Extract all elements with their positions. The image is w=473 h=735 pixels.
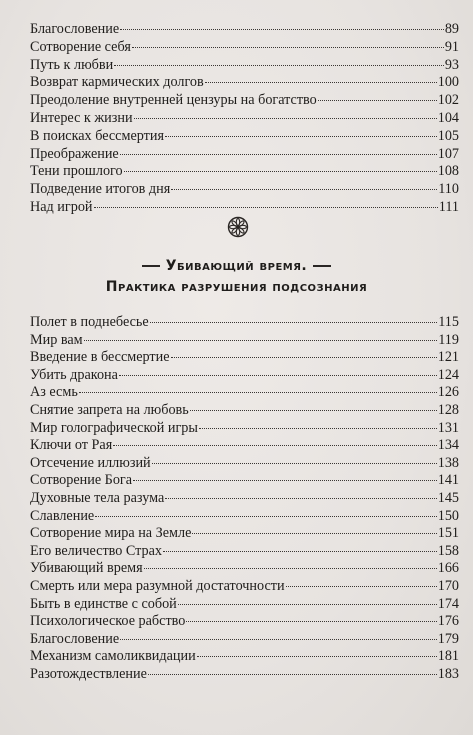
toc-entry	[30, 613, 459, 631]
toc-entry-page: 111	[438, 198, 459, 215]
left-rule	[142, 265, 160, 267]
dot-leader	[178, 604, 437, 605]
dot-leader	[113, 445, 436, 446]
toc-entry-title: Сотворение Бога	[30, 472, 133, 489]
toc-entry-page: 166	[437, 560, 459, 577]
toc-entry	[30, 543, 459, 561]
toc-entry-title: Подведение итогов дня	[30, 181, 171, 198]
toc-entry-page: 89	[444, 21, 459, 37]
dot-leader	[120, 154, 437, 155]
toc-entry-page: 128	[437, 401, 459, 418]
toc-entry	[30, 57, 459, 75]
toc-entry-title: Благословение	[30, 630, 120, 647]
dot-leader	[318, 100, 437, 101]
toc-entry-title: Духовные тела разума	[30, 489, 165, 506]
toc-entry-page: 131	[437, 419, 459, 436]
toc-entry-page: 179	[437, 630, 459, 647]
toc-entry-title: Быть в единстве с собой	[30, 595, 177, 612]
toc-entry	[30, 508, 459, 526]
dot-leader	[163, 551, 437, 552]
toc-entry	[30, 21, 459, 39]
flower-ornament-icon	[227, 216, 249, 238]
toc-entry-title: Славление	[30, 507, 95, 524]
toc-entry	[30, 163, 459, 181]
toc-entry-title: Убивающий время	[30, 560, 143, 577]
toc-entry-title: Введение в бессмертие	[30, 349, 170, 366]
toc-entry	[30, 596, 459, 614]
toc-entry	[30, 128, 459, 146]
toc-entry-page: 108	[437, 163, 459, 180]
toc-entry	[30, 455, 459, 473]
toc-entry	[30, 181, 459, 199]
toc-entry-page: 170	[437, 577, 459, 594]
toc-entry-title: Сотворение себя	[30, 38, 131, 55]
toc-entry	[30, 314, 459, 332]
toc-entry-title: Мир голографической игры	[30, 419, 198, 436]
toc-entry	[30, 332, 459, 350]
dot-leader	[150, 322, 438, 323]
toc-entry-title: Благословение	[30, 21, 120, 37]
dot-leader	[165, 136, 437, 137]
dot-leader	[171, 189, 437, 190]
toc-entry-page: 158	[437, 542, 459, 559]
toc-entry-page: 124	[437, 366, 459, 383]
toc-entry-page: 138	[437, 454, 459, 471]
toc-entry-page: 105	[437, 127, 459, 144]
toc-entry	[30, 402, 459, 420]
dot-leader	[124, 171, 437, 172]
dot-leader	[133, 480, 437, 481]
toc-entry	[30, 490, 459, 508]
toc-entry-title: Полет в поднебесье	[30, 314, 149, 330]
dot-leader	[171, 357, 437, 358]
dot-leader	[94, 207, 438, 208]
toc-entry-title: Над игрой	[30, 198, 93, 215]
right-rule	[313, 265, 331, 267]
toc-entry-title: Тени прошлого	[30, 163, 123, 180]
dot-leader	[134, 118, 437, 119]
dot-leader	[186, 621, 436, 622]
toc-entry-page: 183	[437, 665, 459, 682]
toc-entry	[30, 437, 459, 455]
toc-entry-page: 176	[437, 613, 459, 630]
toc-entry-page: 174	[437, 595, 459, 612]
toc-entry-page: 102	[437, 92, 459, 109]
dot-leader	[152, 463, 437, 464]
toc-entry-title: Убить дракона	[30, 366, 118, 383]
toc-entry-title: Путь к любви	[30, 56, 114, 73]
toc-entry-title: Преображение	[30, 145, 119, 162]
toc-list-bottom	[30, 314, 459, 683]
toc-entry-page: 126	[437, 384, 459, 401]
toc-entry	[30, 631, 459, 649]
toc-entry-page: 91	[444, 38, 459, 55]
toc-entry	[30, 648, 459, 666]
toc-entry-title: Разотождествление	[30, 665, 147, 682]
dot-leader	[165, 498, 436, 499]
toc-entry-title: Механизм самоликвидации	[30, 648, 196, 665]
toc-entry-title: Смерть или мера разумной достаточности	[30, 577, 285, 594]
toc-entry	[30, 110, 459, 128]
toc-entry-title: Психологическое рабство	[30, 613, 186, 630]
toc-entry-title: Сотворение мира на Земле	[30, 525, 192, 542]
dot-leader	[205, 82, 437, 83]
toc-entry-page: 100	[437, 74, 459, 91]
toc-entry-page: 150	[437, 507, 459, 524]
toc-entry	[30, 92, 459, 110]
toc-entry-title: Ключи от Рая	[30, 437, 113, 454]
toc-list-top	[30, 21, 459, 217]
toc-entry	[30, 472, 459, 490]
toc-entry-page: 151	[437, 525, 459, 542]
toc-entry-page: 145	[437, 489, 459, 506]
toc-entry	[30, 666, 459, 684]
toc-entry	[30, 420, 459, 438]
dot-leader	[144, 568, 437, 569]
dot-leader	[120, 639, 437, 640]
toc-entry-page: 110	[438, 181, 459, 198]
toc-entry-title: Аз есмь	[30, 384, 78, 401]
toc-entry-page: 119	[438, 331, 459, 348]
section-title-text-2: Практика разрушения подсознания	[105, 279, 368, 295]
dot-leader	[95, 516, 437, 517]
toc-entry-page: 93	[444, 56, 459, 73]
section-title-text-1: Убивающий время.	[165, 258, 308, 274]
toc-entry	[30, 560, 459, 578]
toc-entry	[30, 349, 459, 367]
dot-leader	[199, 428, 437, 429]
toc-entry-title: Возврат кармических долгов	[30, 74, 204, 91]
toc-entry	[30, 199, 459, 217]
section-title-line-2	[0, 279, 473, 295]
toc-entry-title: В поисках бессмертия	[30, 127, 164, 144]
toc-entry-page: 141	[437, 472, 459, 489]
toc-entry	[30, 578, 459, 596]
dot-leader	[120, 29, 444, 30]
dot-leader	[148, 674, 437, 675]
toc-entry-page: 121	[437, 349, 459, 366]
toc-entry-title: Мир вам	[30, 331, 83, 348]
dot-leader	[286, 586, 437, 587]
dot-leader	[192, 533, 436, 534]
toc-entry-title: Отсечение иллюзий	[30, 454, 151, 471]
dot-leader	[190, 410, 437, 411]
section-title-line-1	[0, 258, 473, 274]
toc-entry	[30, 39, 459, 57]
dot-leader	[132, 47, 444, 48]
dot-leader	[119, 375, 437, 376]
toc-entry	[30, 74, 459, 92]
toc-entry-title: Его величество Страх	[30, 542, 163, 559]
dot-leader	[79, 392, 437, 393]
toc-entry	[30, 525, 459, 543]
toc-entry-page: 104	[437, 109, 459, 126]
toc-entry	[30, 367, 459, 385]
dot-leader	[114, 65, 444, 66]
dot-leader	[197, 656, 437, 657]
toc-entry	[30, 384, 459, 402]
toc-entry-page: 181	[437, 648, 459, 665]
toc-entry-page: 115	[438, 314, 459, 330]
toc-entry-title: Снятие запрета на любовь	[30, 401, 189, 418]
toc-entry-title: Преодоление внутренней цензуры на богатство	[30, 92, 317, 109]
toc-entry-page: 134	[437, 437, 459, 454]
toc-entry-page: 107	[437, 145, 459, 162]
toc-entry-title: Интерес к жизни	[30, 109, 133, 126]
dot-leader	[84, 340, 438, 341]
toc-entry	[30, 146, 459, 164]
